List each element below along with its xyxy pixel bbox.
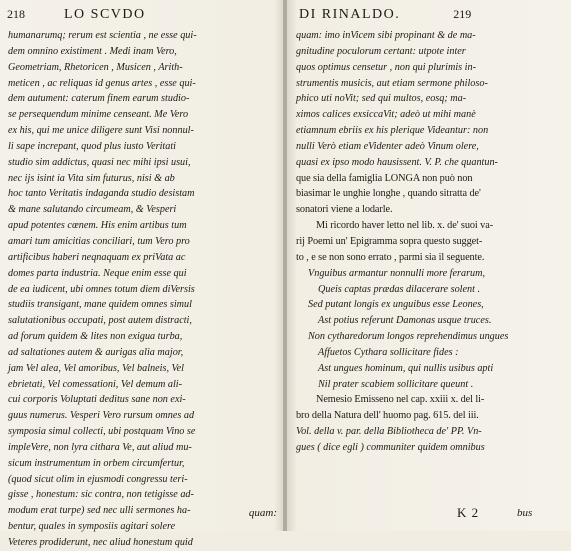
- left-text-line: modum erat turpe) sed nec ulli sermones ha-: [8, 505, 191, 517]
- left-text-line: impleVere, non lyra cithara Ve, aut aliud mu-: [8, 441, 192, 453]
- verse-line: Sed putant longis ex unguibus esse Leones,: [308, 299, 484, 311]
- verse-line: Affuetos Cythara sollicitare fides :: [318, 346, 459, 358]
- right-text-line: sonatori viene a lodarle.: [296, 204, 393, 216]
- right-text-line: Nemesio Emisseno nel cap. xxiii x. del li-: [316, 394, 485, 406]
- left-text-line: amari tum amicitias conciliari, tum Vero pro: [8, 235, 190, 247]
- left-text-line: humanarumq; rerum est scientia , ne esse qui-: [8, 30, 197, 41]
- left-text-line: symposia simul collecti, ubi postquam Vino se: [8, 426, 196, 438]
- left-catchword: quam:: [248, 507, 277, 519]
- left-text-line: studio sim addictus, quasi nec mihi ipsi usui,: [8, 156, 191, 168]
- right-text-line: biasimar le unghie longhe , quando sitratta de': [296, 188, 481, 200]
- left-text-line: studiis transigant, mane quidem omnes simul: [8, 299, 192, 311]
- left-text-line: ad saltationes autem & aurigas alia major,: [8, 346, 184, 358]
- left-text-line: (quod sicut olim in ejusmodi congressu teri-: [8, 473, 188, 485]
- left-page: [0, 0, 285, 548]
- left-text-line: Veteres prodiderunt, nec aliud honestum quid: [8, 537, 193, 548]
- left-text-line: artificibus haberi neqnaquam ex priVata ac: [8, 251, 186, 263]
- right-text-line: gues ( dice egli ) communiter quidem omnibus: [296, 441, 485, 453]
- verse-line: Nil prater scabiem sollicitare queunt .: [318, 378, 474, 390]
- left-text-line: apud potentes cœnem. His enim artibus tum: [8, 220, 187, 232]
- right-text-line: nulli Verò etiam eVidenter adeò Vinum olere,: [296, 140, 479, 152]
- left-text-line: se persequendum minime censeant. Me Vero: [8, 109, 189, 121]
- left-text-line: Geometriam, Rhetoricen , Musicen , Arith-: [8, 61, 183, 73]
- left-text-line: hoc tanto Veritatis indaganda studio desistam: [8, 188, 195, 200]
- verse-line: Queis captas prædas dilacerare solent .: [318, 283, 481, 295]
- left-text-line: li sape increpant, quod plus iusto Veritati: [8, 140, 176, 152]
- left-text-line: de ea iudicent, ubi omnes totum diem diVersis: [8, 283, 195, 295]
- right-running-header: [299, 7, 471, 23]
- right-text-line: gnitudine poculorum certant: utpote inter: [296, 45, 466, 57]
- left-text-line: gisse , honestum: sic contra, non tetigisse ad-: [8, 489, 194, 501]
- right-text-line: strumentis musicis, aut etiam sermone philoso-: [296, 77, 488, 89]
- left-text-line: dem autument: caterum finem earum studio-: [8, 93, 190, 105]
- signature-mark: K 2: [457, 505, 480, 520]
- right-text-line: Mi ricordo haver letto nel lib. x. de' suoi va-: [316, 220, 494, 232]
- left-running-header: [7, 7, 146, 23]
- verse-line: Non cytharedorum longos reprehendimus ungues: [308, 331, 509, 343]
- right-text-line: ximos calices exsiccaVit; adeò ut mihi manè: [296, 109, 476, 121]
- verse-line: Ast ungues hominum, qui nullis usibus apti: [318, 362, 494, 374]
- right-running-head: DI RINALDO.: [299, 7, 401, 22]
- right-text-line: Vol. della v. par. della Bibliotheca de' PP. Vn-: [296, 426, 482, 438]
- left-page-text: [8, 28, 283, 551]
- left-text-line: nec ijs isint ia Vita sim futurus, nisi & ab: [8, 172, 175, 184]
- left-text-line: bentur, quales in symposiis agitari solere: [8, 521, 176, 533]
- left-text-line: dem omnino existiment . Medi inam Vero,: [8, 45, 177, 57]
- right-text-line: quasi ex ipso modo hausissent. V. P. che quantun-: [296, 156, 498, 168]
- right-catchword: bus: [517, 507, 533, 519]
- right-text-line: to , e se non sono errato , parmi sia il seguente.: [296, 251, 485, 263]
- left-text-line: jam Vel alea, Vel amoribus, Vel balneis, Vel: [8, 362, 184, 374]
- left-text-line: sicum instrumentum in orbem circumfertur,: [8, 457, 185, 469]
- left-text-line: domes parta industria. Neque enim esse qui: [8, 267, 187, 279]
- left-page-number: 218: [7, 7, 25, 21]
- left-text-line: salutationibus occupati, post autem distracti,: [8, 315, 192, 327]
- right-text-line: que sia della famiglia LONGA non può non: [296, 172, 473, 184]
- verse-line: Ast potius referunt Damonas usque truces.: [318, 315, 492, 327]
- right-text-line: bro della Natura dell' huomo pag. 615. del iii.: [296, 410, 479, 422]
- right-page: [287, 0, 571, 531]
- left-text-line: ad forum quidem & lites non exigua turba,: [8, 331, 183, 343]
- right-page-number: 219: [453, 7, 472, 21]
- left-text-line: guus numerus. Vesperi Vero rursum omnes ad: [8, 410, 195, 422]
- right-text-line: quos optimus censetur , non qui plurimis in-: [296, 61, 476, 73]
- left-running-head: LO SCVDO: [64, 7, 146, 22]
- right-text-line: etiamnum ebriis ex his plerique Videantur: non: [296, 125, 489, 137]
- verse-line: Vnguibus armantur nonnulli more ferarum,: [308, 267, 486, 279]
- right-text-line: quam: imo inVicem sibi propinant & de ma-: [296, 30, 476, 41]
- right-page-text: [296, 28, 571, 456]
- left-text-line: cui corporis Voluptati deditus sane non exi-: [8, 394, 186, 406]
- right-text-line: phico uti noVit; sed qui multos, eosq; ma-: [296, 93, 467, 105]
- left-text-line: ex his, qui me unice diligere sunt Visi nonnul-: [8, 125, 194, 137]
- left-text-line: ebrietati, Vel comessationi, Vel demum ali-: [8, 378, 183, 390]
- left-text-line: & mane salutando circumeam, & Vesperi: [8, 204, 177, 216]
- left-text-line: meticen , ac reliquas id genus artes , esse qui-: [8, 77, 196, 89]
- right-text-line: rij Poemi un' Epigramma sopra questo sugget-: [296, 235, 483, 247]
